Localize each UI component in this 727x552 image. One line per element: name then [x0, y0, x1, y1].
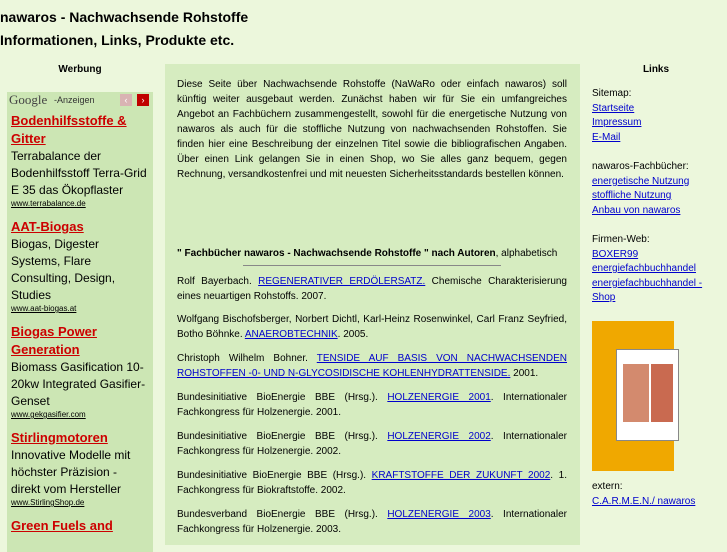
- main-content: [165, 64, 580, 545]
- ad-title-link[interactable]: Biogas Power Generation: [11, 324, 97, 357]
- ad-title-link[interactable]: Bodenhilfsstoffe & Gitter: [11, 113, 127, 146]
- ad-item: [7, 323, 153, 419]
- ad-url-link[interactable]: www.StirlingShop.de: [11, 498, 85, 507]
- book-author: Rolf Bayerbach.: [177, 276, 259, 287]
- ads-column: [7, 92, 153, 552]
- ad-url-link[interactable]: www.aat-biogas.at: [11, 304, 77, 313]
- links-heading: Links: [642, 64, 670, 75]
- book-author: Bundesinitiative BioEnergie BBE (Hrsg.).: [177, 431, 388, 442]
- link-carmen-nawaros[interactable]: C.A.R.M.E.N./ nawaros: [592, 495, 696, 507]
- ad-item: [7, 429, 153, 507]
- link-anbau-von-nawaros[interactable]: Anbau von nawaros: [592, 204, 681, 216]
- page-title: nawaros - Nachwachsende Rohstoffe: [0, 9, 249, 25]
- ad-description: Biogas, Digester Systems, Flare Consulting, Design, Studies: [11, 237, 116, 302]
- extern-label: extern:: [592, 481, 623, 492]
- book-entry: [177, 390, 567, 420]
- book-entry: [177, 507, 567, 537]
- link-energiefachbuchhandel[interactable]: energiefachbuchhandel: [592, 263, 696, 274]
- next-ad-button[interactable]: ›: [137, 94, 149, 106]
- book-author: Bundesinitiative BioEnergie BBE (Hrsg.).: [177, 470, 372, 481]
- ad-item: [7, 218, 153, 313]
- book-entry: [177, 312, 567, 342]
- book-author: Bundesverband BioEnergie BBE (Hrsg.).: [177, 509, 388, 520]
- book-link[interactable]: TENSIDE AUF BASIS VON NACHWACHSENDEN ROHSTOFFEN -0- UND N-GLYCOSIDISCHE KOHLENHYDRATTENSIDE.: [177, 353, 567, 379]
- ad-title-link[interactable]: Stirlingmotoren: [11, 430, 108, 445]
- book-link[interactable]: ANAEROBTECHNIK: [244, 329, 338, 340]
- book-link[interactable]: HOLZENERGIE 2001: [387, 392, 491, 403]
- ad-url-link[interactable]: www.terrabalance.de: [11, 199, 86, 208]
- book-details: Chemische Charakterisierung eines neuartigen Rohstoffs. 2007.: [177, 276, 567, 302]
- ad-description: Biomass Gasification 10-20kw Integrated Gasifier-Genset: [11, 360, 146, 408]
- page-subtitle: Informationen, Links, Produkte etc.: [0, 32, 235, 48]
- book-entry: [177, 351, 567, 381]
- book-entry: [177, 468, 567, 498]
- extern-group: [592, 480, 695, 509]
- link-energetische-nutzung[interactable]: energetische Nutzung: [592, 175, 690, 187]
- section-title: " Fachbücher nawaros - Nachwachsende Rohstoffe " nach Autoren: [177, 248, 496, 259]
- book-details: . 1. Fachkongress für Biokraftstoffe. 2002.: [177, 470, 567, 496]
- firmen-label: Firmen-Web:: [592, 234, 650, 245]
- google-ads-label: -Anzeigen: [54, 95, 95, 105]
- book-link[interactable]: REGENERATIVER ERDÖLERSATZ.: [258, 276, 426, 287]
- link-energiefachbuchhandel-shop[interactable]: energiefachbuchhandel - Shop: [592, 277, 703, 303]
- link-startseite[interactable]: Startseite: [592, 102, 635, 114]
- ad-title-link[interactable]: AAT-Biogas: [11, 219, 84, 234]
- ad-item: [7, 112, 153, 208]
- book-details: 2001.: [510, 368, 539, 379]
- book-author: Christoph Wilhelm Bohner.: [177, 353, 317, 364]
- book-link[interactable]: KRAFTSTOFFE DER ZUKUNFT 2002: [371, 470, 551, 481]
- link-stoffliche-nutzung[interactable]: stoffliche Nutzung: [592, 190, 672, 201]
- ad-item: [7, 517, 153, 535]
- prev-ad-button[interactable]: ‹: [120, 94, 132, 106]
- book-cover-art: [623, 364, 649, 422]
- ad-description: Terrabalance der Bodenhilfsstoff Terra-Grid E 35 das Ökopflaster: [11, 149, 147, 197]
- section-suffix: , alphabetisch: [495, 248, 558, 259]
- ad-description: Innovative Modelle mit höchster Präzision - direkt vom Hersteller: [11, 448, 131, 496]
- link-boxer99[interactable]: BOXER99: [592, 248, 639, 260]
- book-cover-art: [651, 364, 673, 422]
- ads-heading: Werbung: [58, 64, 102, 75]
- book-link[interactable]: HOLZENERGIE 2002: [387, 431, 491, 442]
- books-label: nawaros-Fachbücher:: [592, 161, 689, 172]
- section-heading: [177, 246, 567, 261]
- intro-paragraph: Diese Seite über Nachwachsende Rohstoffe (NaWaRo oder einfach nawaros) soll künftig weiter ausgebaut werden. Zunächst haben wir für Sie ein umfangreiches Angebot an Fachbüchern zusammengestellt, sowohl für die energetische Nutzung von nawaros als auch für die stoffliche Nutzung von nachwachsenden Rohstoffen. Sie finden hier eine Beschreibung der einzelnen Titel sowie die bibliografischen Angaben. Über einen Link gelangen Sie in einen Shop, wo Sie alles ganz bequem, gegen Rechnung, versandkostenfrei und mit neuesten Sicherheitsstandards bestellen können.: [177, 79, 567, 180]
- books-group: [592, 160, 689, 218]
- firmen-group: [592, 233, 722, 306]
- link-email[interactable]: E-Mail: [592, 131, 621, 143]
- divider: [243, 265, 501, 266]
- book-cover-image[interactable]: [592, 321, 674, 471]
- book-author: Bundesinitiative BioEnergie BBE (Hrsg.).: [177, 392, 388, 403]
- book-author: Wolfgang Bischofsberger, Norbert Dichtl, Karl-Heinz Rosenwinkel, Carl Franz Seyfried, Botho Böhnke.: [177, 314, 567, 340]
- google-logo: Google: [9, 92, 48, 107]
- book-entry: [177, 274, 567, 304]
- sitemap-group: [592, 87, 641, 145]
- book-entry: [177, 429, 567, 459]
- ad-url-link[interactable]: www.gekgasifier.com: [11, 410, 86, 419]
- sitemap-label: Sitemap:: [592, 88, 632, 99]
- book-details: . Internationaler Fachkongress für Holzenergie. 2001.: [177, 392, 567, 418]
- book-details: . 2005.: [337, 329, 369, 340]
- book-details: . Internationaler Fachkongress für Holzenergie. 2002.: [177, 431, 567, 457]
- book-link[interactable]: HOLZENERGIE 2003: [387, 509, 491, 520]
- google-ads-bar: [7, 92, 153, 108]
- book-cover-inner: [616, 349, 679, 441]
- link-impressum[interactable]: Impressum: [592, 117, 642, 128]
- book-details: . Internationaler Fachkongress für Holzenergie. 2003.: [177, 509, 567, 535]
- ad-title-link[interactable]: Green Fuels and: [11, 518, 113, 533]
